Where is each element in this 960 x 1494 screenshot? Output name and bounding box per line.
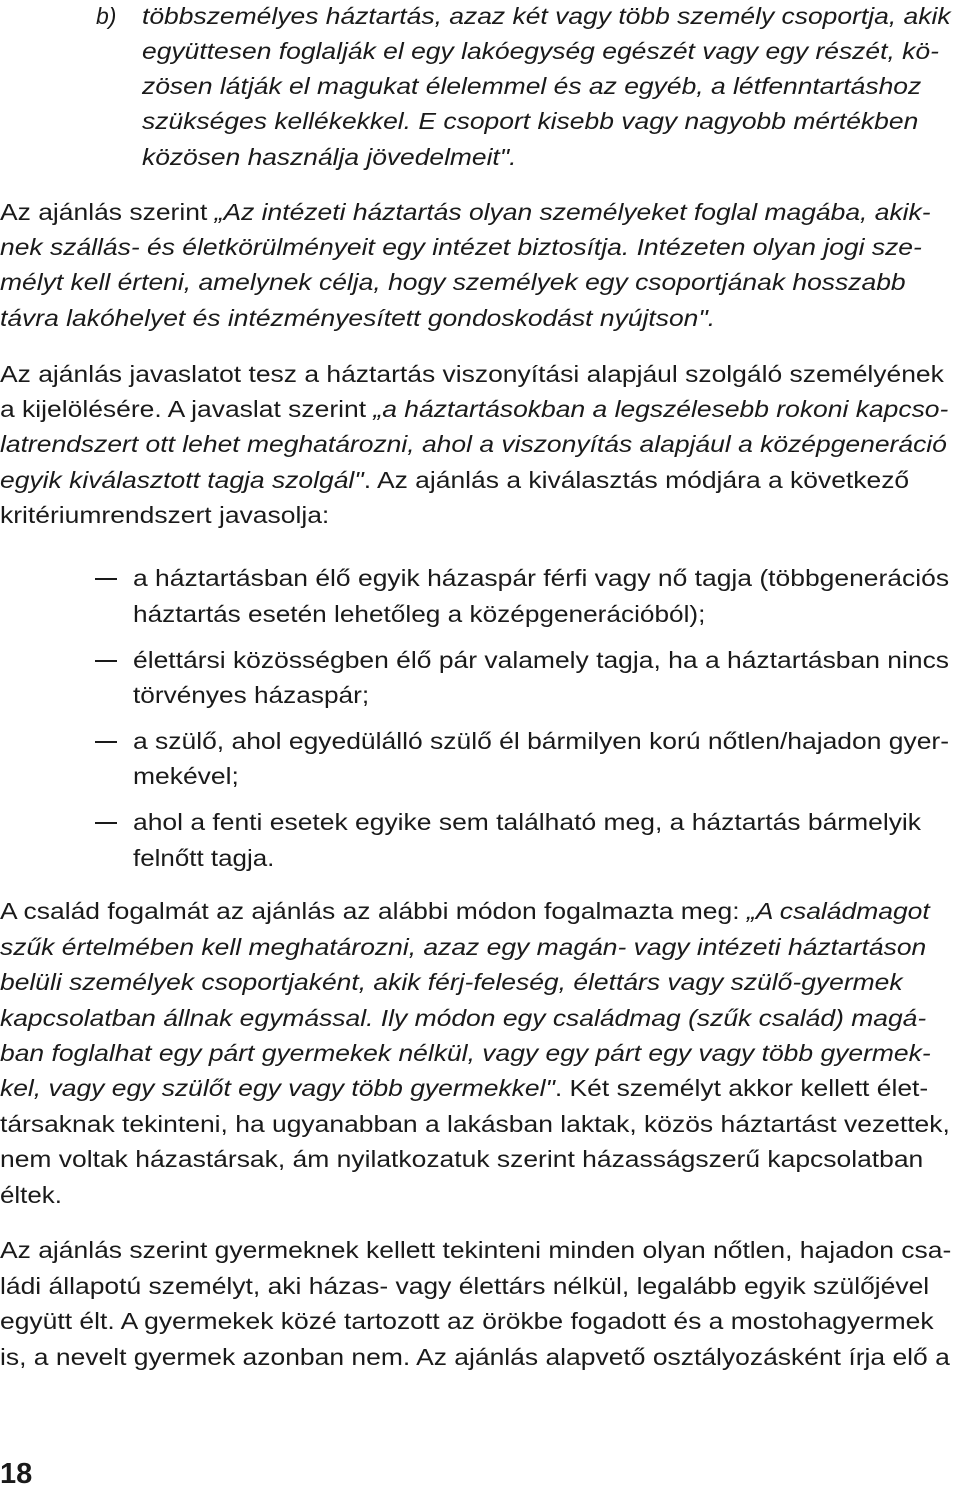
p3-line1-text: A család fogalmát az ajánlás az alábbi módon fogalmazta meg: bbox=[0, 898, 747, 924]
p1-line2-quote: nek szállás- és életkörülményeit egy intézet biztosítja. bbox=[0, 234, 630, 260]
paragraph-1-line-1 bbox=[0, 194, 931, 230]
dash-bullet-icon bbox=[95, 578, 117, 580]
p2-line2-text: a kijelölésére. A javaslat szerint bbox=[0, 396, 374, 422]
paragraph-4-line-3: együtt élt. A gyermekek közé tartozott az örökbe fogadott és a mostohagyermek bbox=[0, 1308, 934, 1334]
paragraph-2-line-3: latrendszert ott lehet meghatározni, ahol a viszonyítás alapjául a középgeneráció bbox=[0, 431, 947, 457]
paragraph-2-line-2 bbox=[0, 391, 948, 427]
paragraph-3-line-5: ban foglalhat egy párt gyermekek nélkül, vagy egy párt egy vagy több gyermek- bbox=[0, 1040, 931, 1066]
p1-line1-quote: „Az intézeti háztartás olyan személyeket foglal magába, akik- bbox=[214, 199, 931, 225]
paragraph-1-line-3: mélyt kell érteni, amelynek célja, hogy személyek egy csoportjának hosszabb bbox=[0, 269, 906, 295]
paragraph-2-line-5: kritériumrendszert javasolja: bbox=[0, 502, 330, 528]
p3-line1-quote: „A családmagot bbox=[746, 898, 930, 924]
dash-bullet-icon bbox=[95, 741, 117, 743]
paragraph-3-line-3: belüli személyek csoportjaként, akik férj-feleség, élettárs vagy szülő-gyermek bbox=[0, 969, 903, 995]
paragraph-3-line-6 bbox=[0, 1070, 928, 1106]
bullet-4-line-2: felnőtt tagja. bbox=[133, 845, 275, 871]
paragraph-3-line-8: nem voltak házastársak, ám nyilatkozatuk szerint házasságszerű kapcsolatban bbox=[0, 1146, 924, 1172]
bullet-4-line-1: ahol a fenti esetek egyike sem található meg, a háztartás bármelyik bbox=[133, 809, 922, 835]
p1-line1-text: Az ajánlás szerint bbox=[0, 199, 215, 225]
paragraph-3-line-7: társaknak tekinteni, ha ugyanabban a lakásban laktak, közös háztartást vezettek, bbox=[0, 1111, 950, 1137]
paragraph-4-line-1: Az ajánlás szerint gyermeknek kellett tekinteni minden olyan nőtlen, hajadon csa- bbox=[0, 1237, 952, 1263]
dash-bullet-icon bbox=[95, 822, 117, 824]
p3-line6-text: . Két személyt akkor kellett élet- bbox=[554, 1075, 929, 1101]
list-label-b: b) bbox=[96, 3, 117, 29]
bullet-1-line-2: háztartás esetén lehetőleg a középgenerációból); bbox=[133, 601, 706, 627]
bullet-3-line-1: a szülő, ahol egyedülálló szülő él bármilyen korú nőtlen/hajadon gyer- bbox=[133, 728, 950, 754]
paragraph-3-line-9: éltek. bbox=[0, 1182, 62, 1208]
bullet-1-line-1: a háztartásban élő egyik házaspár férfi vagy nő tagja (többgenerációs bbox=[133, 565, 950, 591]
section-b-line-3: zösen látják el magukat élelemmel és az egyéb, a létfenntartáshoz bbox=[142, 73, 922, 99]
paragraph-2-line-4 bbox=[0, 462, 909, 498]
paragraph-4-line-4: is, a nevelt gyermek azonban nem. Az ajánlás alapvető osztályozásként írja elő a bbox=[0, 1344, 950, 1370]
section-b-line-4: szükséges kellékekkel. E csoport kisebb vagy nagyobb mértékben bbox=[142, 108, 919, 134]
paragraph-3-line-4: kapcsolatban állnak egymással. Ily módon egy családmag (szűk család) magá- bbox=[0, 1005, 927, 1031]
paragraph-1-line-4: távra lakóhelyet és intézményesített gondoskodást nyújtson". bbox=[0, 305, 716, 331]
paragraph-4-line-2: ládi állapotú személyt, aki házas- vagy élettárs nélkül, legalább egyik szülőjével bbox=[0, 1273, 930, 1299]
section-b-line-1: többszemélyes háztartás, azaz két vagy több személy csoportja, akik bbox=[142, 3, 951, 29]
section-b-line-5: közösen használja jövedelmeit". bbox=[142, 144, 517, 170]
page-number: 18 bbox=[0, 1458, 33, 1490]
bullet-2-line-1: élettársi közösségben élő pár valamely tagja, ha a háztartásban nincs bbox=[133, 647, 950, 673]
paragraph-3-line-2: szűk értelmében kell meghatározni, azaz egy magán- vagy intézeti háztartáson bbox=[0, 934, 927, 960]
section-b-line-2: együttesen foglalják el egy lakóegység egészét vagy egy részét, kö- bbox=[142, 38, 939, 64]
paragraph-1-line-2 bbox=[0, 229, 922, 265]
paragraph-2-line-1: Az ajánlás javaslatot tesz a háztartás viszonyítási alapjául szolgáló személyének bbox=[0, 361, 944, 387]
dash-bullet-icon bbox=[95, 660, 117, 662]
p3-line6-quote: kel, vagy egy szülőt egy vagy több gyermekkel" bbox=[0, 1075, 555, 1101]
p1-line2-quote-b: Intézeten olyan jogi sze- bbox=[629, 234, 922, 260]
p2-line4-quote: egyik kiválasztott tagja szolgál" bbox=[0, 467, 364, 493]
bullet-3-line-2: mekével; bbox=[133, 763, 239, 789]
bullet-2-line-2: törvényes házaspár; bbox=[133, 682, 370, 708]
paragraph-3-line-1 bbox=[0, 893, 930, 929]
p2-line4-text: . Az ajánlás a kiválasztás módjára a következő bbox=[363, 467, 910, 493]
p2-line2-quote: „a háztartásokban a legszélesebb rokoni kapcso- bbox=[373, 396, 949, 422]
